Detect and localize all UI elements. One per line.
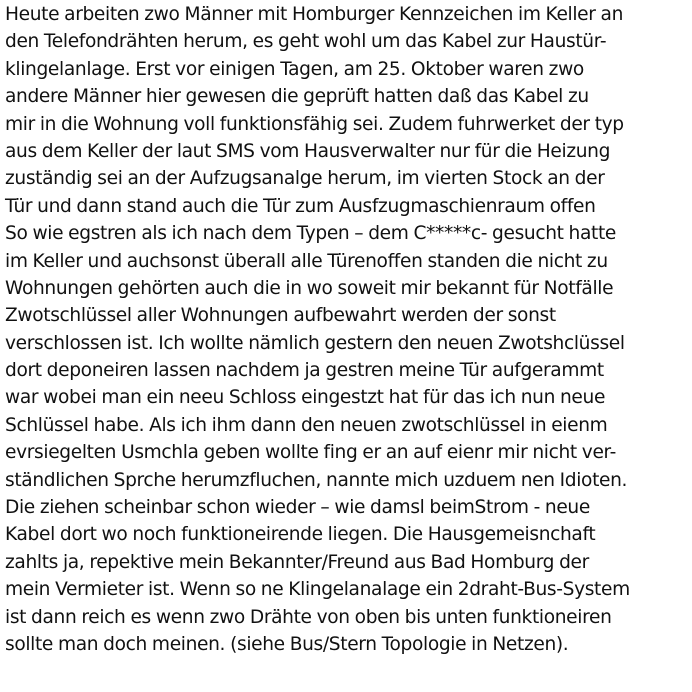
text-line-2: den Telefondrähten herum, es geht wohl um das Kabel zur Haustür- [5,31,607,53]
text-line-12: Zwotschlüssel aller Wohnungen aufbewahrt werden der sonst [5,305,556,327]
document-body [5,1,690,658]
text-line-23: ist dann reich es wenn zwo Drähte von oben bis unten funktioneiren [5,606,612,628]
text-line-7: zuständig sei an der Aufzugsanalge herum, im vierten Stock an der [5,168,605,190]
text-line-1: Heute arbeiten zwo Männer mit Homburger Kennzeichen im Keller an [5,4,624,25]
text-line-3: klingelanlage. Erst vor einigen Tagen, am 25. Oktober waren zwo [5,58,584,80]
text-line-15: war wobei man ein neeu Schloss eingestzt hat für das ich nun neue [5,387,606,409]
text-line-9: So wie egstren als ich nach dem Typen – dem C*****c- gesucht hatte [5,223,617,245]
text-line-22: mein Vermieter ist. Wenn so ne Klingelanalage ein 2draht-Bus-System [5,579,630,601]
text-line-16: Schlüssel habe. Als ich ihm dann den neuen zwotschlüssel in eienm [5,414,608,436]
text-line-18: ständlichen Sprche herumzfluchen, nannte mich uzduem nen Idioten. [5,469,628,491]
text-line-10: im Keller und auchsonst überall alle Türenoffen standen die nicht zu [5,250,608,272]
text-line-11: Wohnungen gehörten auch die in wo soweit mir bekannt für Notfälle [5,277,614,299]
text-line-24: sollte man doch meinen. (siehe Bus/Stern Topologie in Netzen). [5,633,569,655]
text-line-4: andere Männer hier gewesen die geprüft hatten daß das Kabel zu [5,86,589,108]
text-line-6: aus dem Keller der laut SMS vom Hausverwalter nur für die Heizung [5,140,611,162]
text-line-20: Kabel dort wo noch funktioneirende liegen. Die Hausgemeisnchaft [5,524,596,546]
text-line-14: dort deponeiren lassen nachdem ja gestren meine Tür aufgerammt [5,360,604,382]
text-line-13: verschlossen ist. Ich wollte nämlich gestern den neuen Zwotshclüssel [5,332,625,354]
text-line-19: Die ziehen scheinbar schon wieder – wie damsl beimStrom - neue [5,497,590,519]
text-line-17: evrsiegelten Usmchla geben wollte fing er an auf eienr mir nicht ver- [5,442,616,464]
text-line-5: mir in die Wohnung voll funktionsfähig sei. Zudem fuhrwerket der typ [5,113,624,135]
text-line-21: zahlts ja, repektive mein Bekannter/Freund aus Bad Homburg der [5,551,589,573]
text-line-8: Tür und dann stand auch die Tür zum Ausfzugmaschienraum offen [5,195,596,217]
